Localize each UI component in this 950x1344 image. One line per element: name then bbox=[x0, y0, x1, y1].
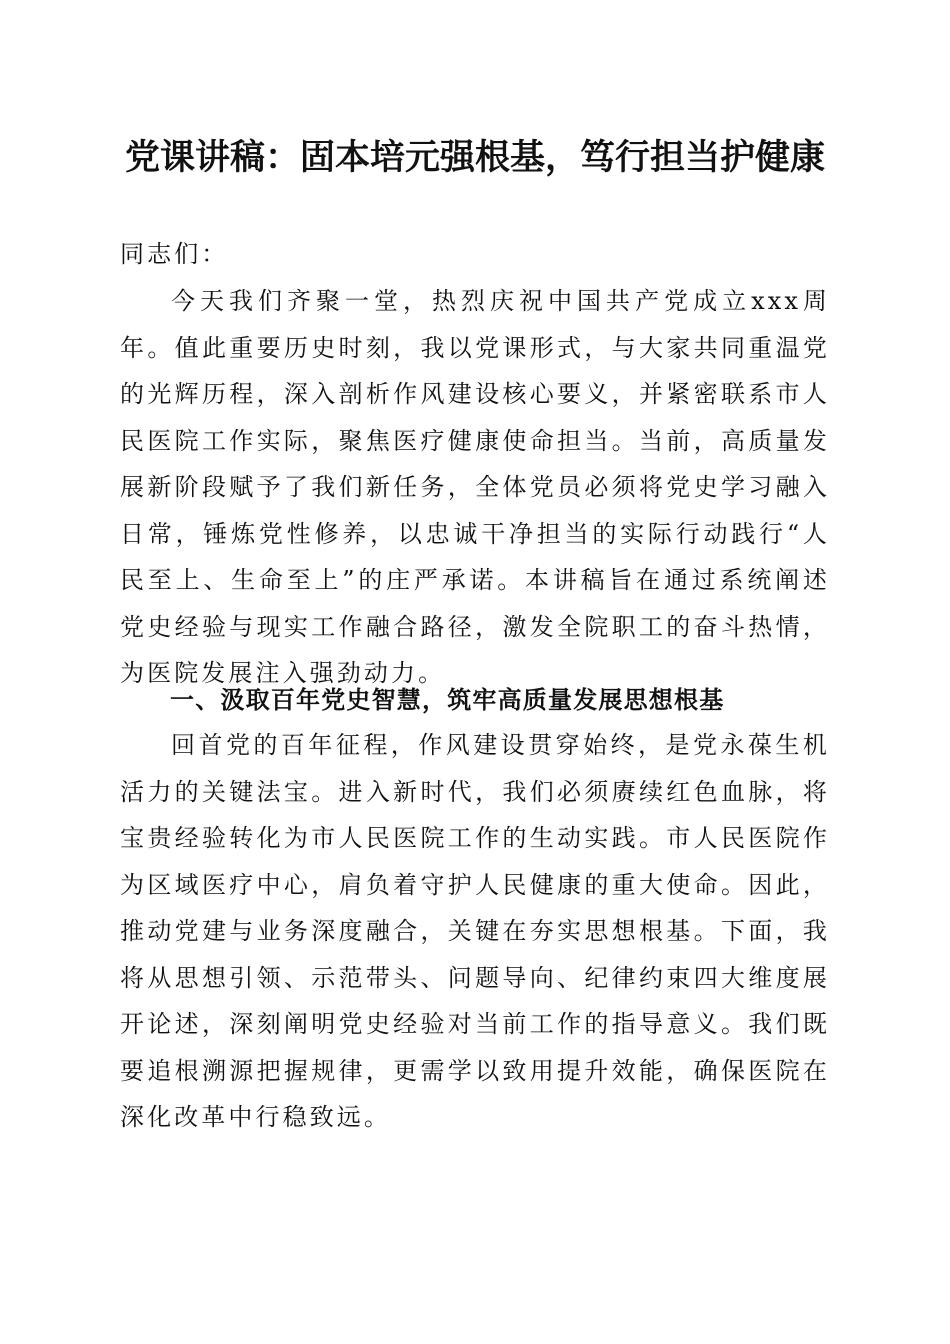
section-heading-1: 一、汲取百年党史智慧，筑牢高质量发展思想根基 bbox=[170, 686, 725, 714]
page-title: 党课讲稿：固本培元强根基，笃行担当护健康 bbox=[124, 137, 825, 178]
greeting: 同志们： bbox=[120, 240, 229, 268]
paragraph-section-1: 回首党的百年征程，作风建设贯穿始终，是党永葆生机活力的关键法宝。进入新时代，我们必须赓续红色血脉，将宝贵经验转化为市人民医院工作的生动实践。市人民医院作为区域医疗中心，肩负着守护人民健康的重大使命。因此，推动党建与业务深度融合，关键在夯实思想根基。下面，我将从思想引领、示范带头、问题导向、纪律约束四大维度展开论述，深刻阐明党史经验对当前工作的指导意义。我们既要追根溯源把握规律，更需学以致用提升效能，确保医院在深化改革中行稳致远。 bbox=[120, 731, 830, 1131]
paragraph-intro: 今天我们齐聚一堂，热烈庆祝中国共产党成立xxx周年。值此重要历史时刻，我以党课形式，与大家共同重温党的光辉历程，深入剖析作风建设核心要义，并紧密联系市人民医院工作实际，聚焦医疗健康使命担当。当前，高质量发展新阶段赋予了我们新任务，全体党员必须将党史学习融入日常，锤炼党性修养，以忠诚干净担当的实际行动践行“人民至上、生命至上”的庄严承诺。本讲稿旨在通过系统阐述党史经验与现实工作融合路径，激发全院职工的奋斗热情，为医院发展注入强劲动力。 bbox=[120, 287, 830, 687]
